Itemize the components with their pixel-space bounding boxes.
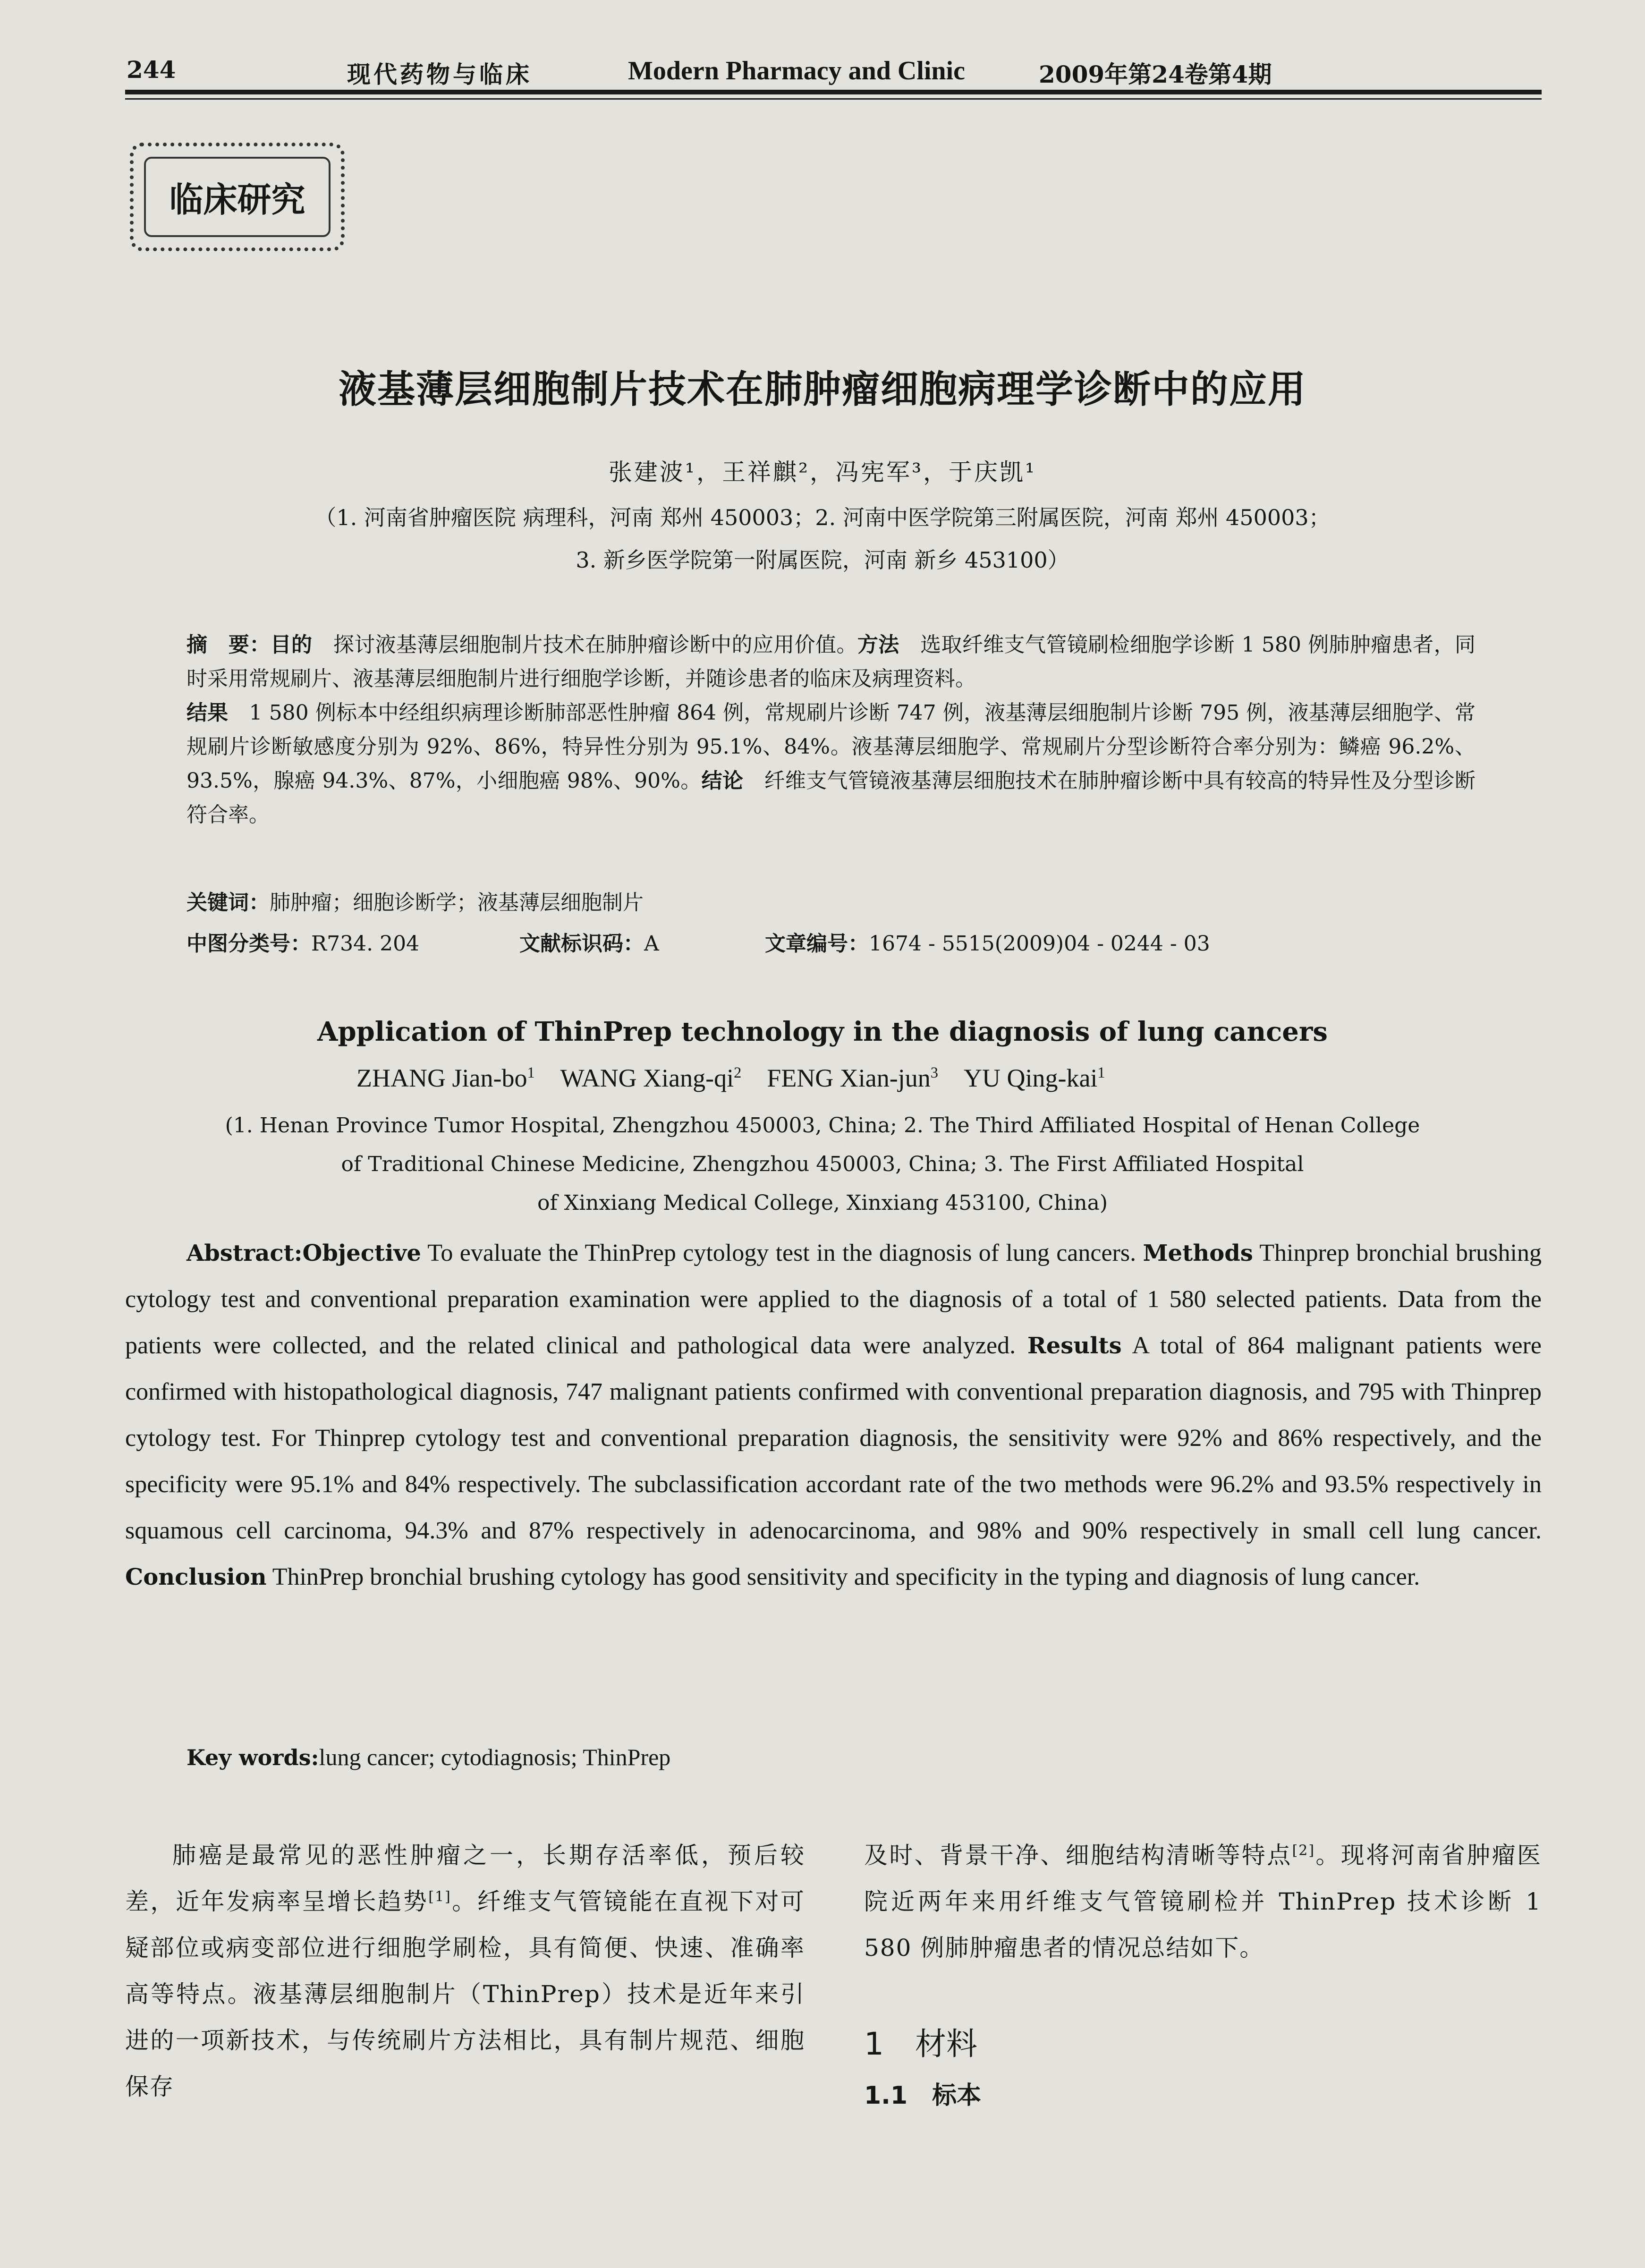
article-title-cn: 液基薄层细胞制片技术在肺肿瘤细胞病理学诊断中的应用 xyxy=(339,367,1306,411)
results-text-cn: 1 580 例标本中经组织病理诊断肺部恶性肿瘤 864 例，常规刷片诊断 747 例，液基薄层细胞制片诊断 795 例，液基薄层细胞学、常规刷片诊断敏感度分别为 92%、86%，特异性分别为 95.1%、84%。液基薄层细胞学、常规刷片分型诊断符合率分别为：鳞癌 96.2%、93.5%，腺癌 94.3%、87%，小细胞癌 98%、90%。 xyxy=(187,701,1476,793)
methods-text-en: Thinprep bronchial brushing cytology test and conventional preparation examination were applied to the diagnosis of a total of 1 580 selected patients. Data from the patients were collected, and the related clinical and pathological data were analyzed. xyxy=(125,1240,1542,1359)
classification-line xyxy=(187,926,419,957)
abstract-cn xyxy=(187,628,1475,832)
body-left-text-2: 。纤维支气管镜能在直视下对可疑部位或病变部位进行细胞学刷检，具有简便、快速、准确率高等特点。液基薄层细胞制片（ThinPrep）技术是近年来引进的一项新技术，与传统刷片方法相比，具有制片规范、细胞保存 xyxy=(125,1888,806,2100)
section-heading-1-1: 1.1 标本 xyxy=(864,2081,982,2110)
keywords-cn-label: 关键词： xyxy=(187,891,270,915)
affiliation-en-1: (1. Henan Province Tumor Hospital, Zhengzhou 450003, China; 2. The Third Affiliated Hospital of Henan College xyxy=(225,1113,1420,1138)
article-number-value: 1674 - 5515(2009)04 - 0244 - 03 xyxy=(869,932,1210,956)
keywords-cn xyxy=(187,885,644,916)
keywords-en xyxy=(187,1743,670,1771)
citation-2: [2] xyxy=(1292,1842,1315,1859)
body-right-text-2: 。现将河南省肿瘤医院近两年来用纤维支气管镜刷检并 ThinPrep 技术诊断 1 580 例肺肿瘤患者的情况总结如下。 xyxy=(864,1842,1542,1962)
affiliation-cn-2: 3. 新乡医学院第一附属医院，河南 新乡 453100） xyxy=(576,547,1069,573)
body-left-column xyxy=(125,1832,805,2110)
section-badge-label: 临床研究 xyxy=(169,180,305,220)
authors-en: ZHANG Jian-$bo^1$ WANG Xiang-$qi^2$ FENG Xian-jun$^3$ YU Qing-kai$^1$ xyxy=(356,1064,1105,1092)
author-3: FENG Xian-jun xyxy=(767,1064,931,1092)
citation-1: [1] xyxy=(428,1888,451,1905)
objective-text-cn: 探讨液基薄层细胞制片技术在肺肿瘤诊断中的应用价值。 xyxy=(312,633,857,657)
section-heading-1: 1 材料 xyxy=(864,2026,977,2062)
section-badge xyxy=(130,143,345,251)
results-label-en: Results xyxy=(1027,1333,1122,1359)
clc-label: 中图分类号： xyxy=(187,932,311,956)
header-rule xyxy=(125,90,1542,94)
abstract-en xyxy=(125,1230,1542,1600)
results-text-en: A total of 864 malignant patients were confirmed with histopathological diagnosis, 747 malignant patients confirmed with conventional preparation diagnosis, and 795 with Thinprep cytology test. For Thinprep cytology test and conventional preparation diagnosis, the sensitivity were 92% and 86% respectively, and the specificity were 95.1% and 84% respectively. The subclassification accordant rate of the two methods were 96.2% and 93.5% respectively in squamous cell carcinoma, 94.3% and 87% respectively in adenocarcinoma, and 98% and 90% respectively in small cell lung cancer. xyxy=(125,1332,1542,1544)
body-right-column xyxy=(864,1832,1542,1971)
article-number-label: 文章编号： xyxy=(765,932,869,956)
methods-label-cn: 方法 xyxy=(857,633,899,657)
affiliation-en-2: of Traditional Chinese Medicine, Zhengzhou 450003, China; 3. The First Affiliated Hospital xyxy=(341,1152,1304,1176)
methods-label-en: Methods xyxy=(1143,1240,1253,1266)
objective-text-en: To evaluate the ThinPrep cytology test in the diagnosis of lung cancers. xyxy=(421,1240,1143,1266)
author-1: ZHANG Jian-bo xyxy=(356,1064,527,1092)
body-left-text: 肺癌是最常见的恶性肿瘤之一，长期存活率低，预后较差，近年发病率呈增长趋势 xyxy=(125,1842,805,1915)
results-label-cn: 结果 xyxy=(187,701,229,725)
header-rule-thin xyxy=(125,98,1542,100)
article-number xyxy=(765,926,1210,957)
doc-code xyxy=(519,926,659,957)
keywords-en-text: lung cancer; cytodiagnosis; ThinPrep xyxy=(319,1744,671,1770)
objective-label-cn: 目的 xyxy=(270,633,313,657)
keywords-cn-text: 肺肿瘤；细胞诊断学；液基薄层细胞制片 xyxy=(270,891,644,915)
author-2: WANG Xiang-qi xyxy=(560,1064,734,1092)
objective-label-en: Objective xyxy=(302,1240,421,1266)
keywords-en-label: Key words: xyxy=(187,1745,319,1770)
conclusion-label-en: Conclusion xyxy=(125,1564,267,1590)
abstract-cn-label: 摘 要： xyxy=(187,633,271,657)
conclusion-label-cn: 结论 xyxy=(701,769,744,793)
author-4: YU Qing-kai xyxy=(963,1064,1098,1092)
doc-code-label: 文献标识码： xyxy=(519,932,644,956)
body-right-text: 及时、背景干净、细胞结构清晰等特点 xyxy=(864,1842,1292,1869)
authors-cn: 张建波¹，王祥麒²，冯宪军³，于庆凯¹ xyxy=(608,459,1037,486)
affiliation-cn-1: （1. 河南省肿瘤医院 病理科，河南 郑州 450003；2. 河南中医学院第三附属医院，河南 郑州 450003； xyxy=(314,505,1331,530)
doc-code-value: A xyxy=(644,932,659,956)
clc-value: R734. 204 xyxy=(311,932,420,956)
page-number: 244 xyxy=(127,56,176,84)
journal-name-en: Modern Pharmacy and Clinic xyxy=(628,56,965,85)
conclusion-text-en: ThinPrep bronchial brushing cytology has good sensitivity and specificity in the typing and diagnosis of lung cancer. xyxy=(266,1563,1420,1590)
abstract-en-label: Abstract: xyxy=(187,1240,303,1266)
journal-name-cn: 现代药物与临床 xyxy=(347,60,532,88)
issue-info: 2009年第24卷第4期 xyxy=(1039,60,1272,88)
article-title-en: Application of ThinPrep technology in the diagnosis of lung cancers xyxy=(317,1016,1328,1047)
methods-text-cn: 选取纤维支气管镜刷检细胞学诊断 1 580 例肺肿瘤患者，同时采用常规刷片、液基薄层细胞制片进行细胞学诊断，并随诊患者的临床及病理资料。 xyxy=(187,633,1476,691)
conclusion-text-cn: 纤维支气管镜液基薄层细胞技术在肺肿瘤诊断中具有较高的特异性及分型诊断符合率。 xyxy=(187,769,1476,827)
affiliation-en-3: of Xinxiang Medical College, Xinxiang 453100, China) xyxy=(537,1191,1108,1215)
